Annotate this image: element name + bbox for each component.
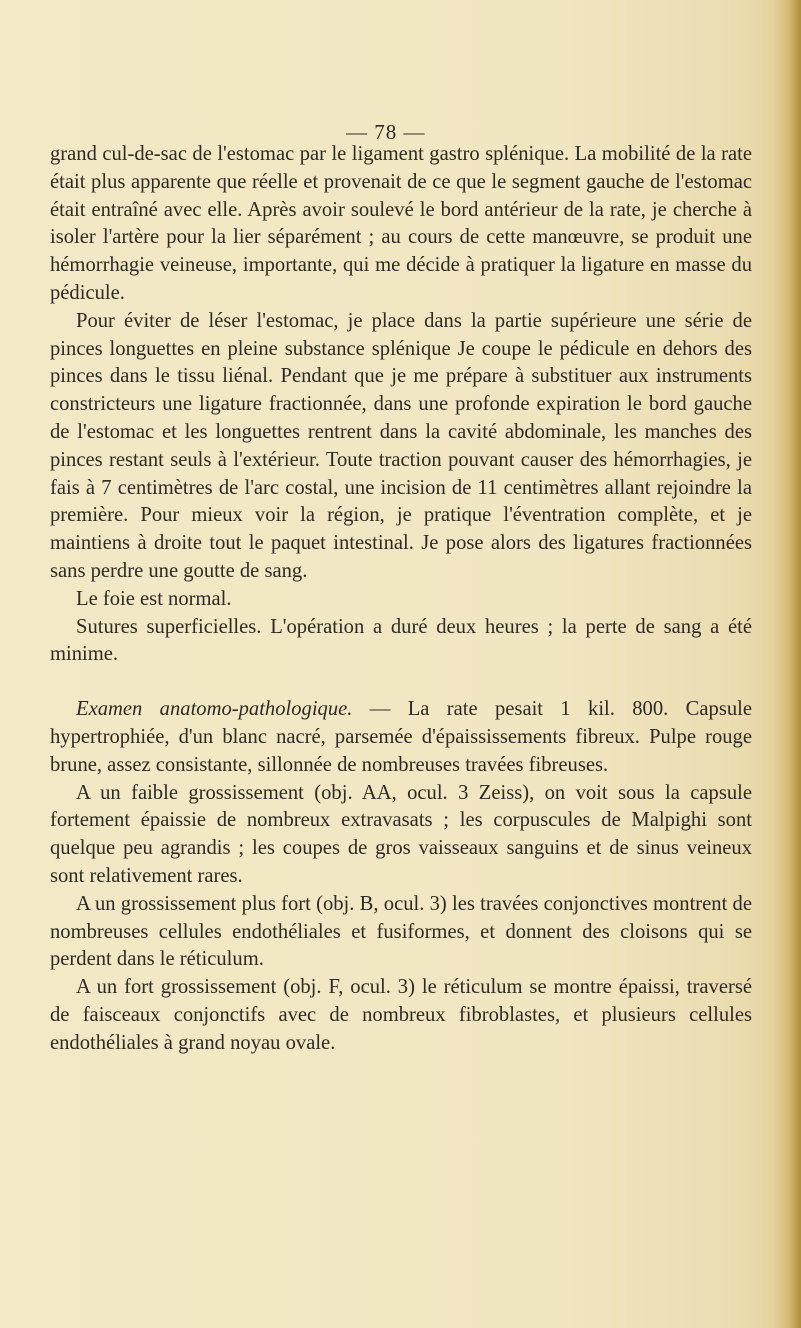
paragraph-4: Sutures superficielles. L'opération a duré deux heures ; la perte de sang a été minime.: [50, 615, 752, 666]
exam-paragraph-4: A un fort grossissement (obj. F, ocul. 3) le réticulum se montre épaissi, traversé de faisceaux conjonctifs avec de nombreux fibroblastes, et plusieurs cellules endothéliales à grand noyau ovale.: [50, 976, 752, 1054]
page-number: — 78 —: [346, 120, 426, 144]
exam-first-text: — La rate pesait 1 kil. 800. Capsule hypertrophiée, d'un blanc nacré, parsemée d'épaississements fibreux. Pulpe rouge brune, assez consistante, sillonnée de nombreuses travées fibreuses.: [50, 698, 752, 776]
body-text: [50, 141, 752, 1058]
paragraph-2: Pour éviter de léser l'estomac, je place dans la partie supérieure une série de pinces longuettes en pleine substance splénique Je coupe le pédicule en dehors des pinces dans le tissu liénal. Pendant que je me prépare à substituer aux instruments constricteurs une ligature fractionnée, dans une profonde expiration le bord gauche de l'estomac et les longuettes rentrent dans la cavité abdominale, les manches des pinces restant seuls à l'extérieur. Toute traction pouvant causer des hémorrhagies, je fais à 7 centimètres de l'arc costal, une incision de 11 centimètres allant rejoindre la première. Pour mieux voir la région, je pratique l'éventration complète, et je maintiens à droite tout le paquet intestinal. Je pose alors des ligatures fractionnées sans perdre une goutte de sang.: [50, 309, 752, 582]
page-edge-shadow: [773, 0, 801, 1328]
exam-paragraph-3: A un grossissement plus fort (obj. B, ocul. 3) les travées conjonctives montrent de nombreuses cellules endothéliales et fusiformes, et donnent des cloisons qui se perdent dans le réticulum.: [50, 892, 752, 971]
exam-paragraph-2: A un faible grossissement (obj. AA, ocul. 3 Zeiss), on voit sous la capsule fortement épaissie de nombreux extravasats ; les corpuscules de Malpighi sont quelque peu agrandis ; les coupes de gros vaisseaux sanguins et de sinus veineux sont relativement rares.: [50, 781, 752, 887]
paragraph-1: grand cul-de-sac de l'estomac par le ligament gastro splénique. La mobilité de la rate était plus apparente que réelle et provenait de ce que le segment gauche de l'estomac était entraîné avec elle. Après avoir soulevé le bord antérieur de la rate, je cherche à isoler l'artère pour la lier séparément ; au cours de cette manœuvre, se produit une hémorrhagie veineuse, importante, qui me décide à pratiquer la ligature en masse du pédicule.: [50, 143, 752, 304]
exam-heading: Examen anatomo-pathologique.: [76, 698, 353, 721]
paragraph-3: Le foie est normal.: [76, 587, 232, 610]
exam-paragraph: [50, 696, 752, 779]
